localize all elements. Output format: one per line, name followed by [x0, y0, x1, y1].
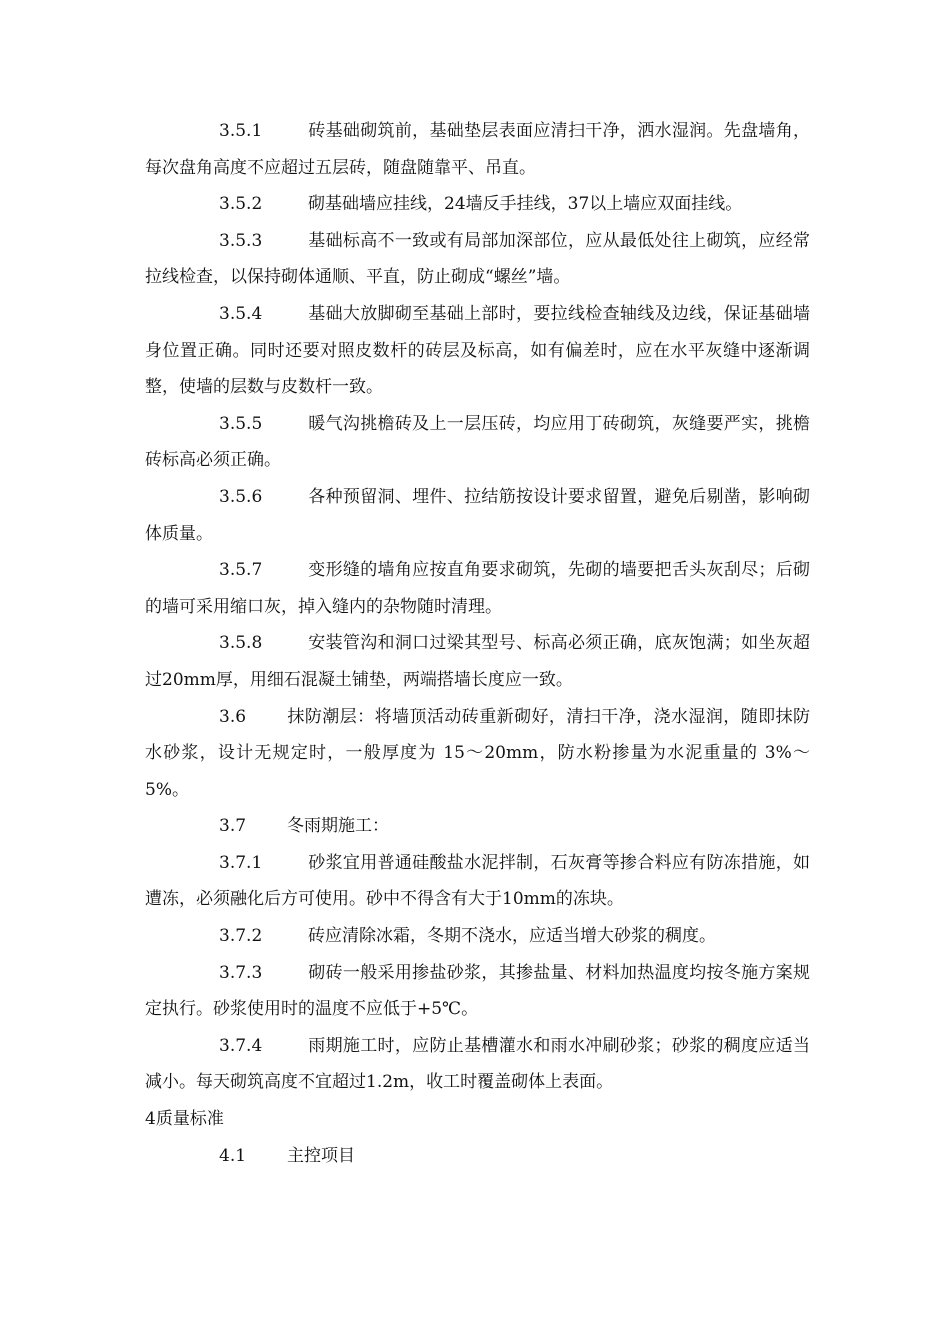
sub-heading-4-1	[145, 1138, 810, 1175]
paragraph-3-5-4	[145, 296, 810, 406]
clause-number: 3.7.2	[219, 926, 263, 947]
clause-text: 各种预留洞、埋件、拉结筋按设计要求留置，避免后剔凿，影响砌体质量。	[145, 486, 810, 544]
section-heading: 4质量标准	[145, 1109, 224, 1130]
clause-text: 砌基础墙应挂线，24墙反手挂线，37以上墙应双面挂线。	[308, 194, 743, 215]
clause-text: 主控项目	[287, 1145, 355, 1166]
paragraph-3-5-6	[145, 479, 810, 552]
paragraph-3-5-5	[145, 406, 810, 479]
paragraph-3-7-2	[145, 918, 810, 955]
clause-text: 砖基础砌筑前，基础垫层表面应清扫干净，洒水湿润。先盘墙角，每次盘角高度不应超过五层砖，随盘随靠平、吊直。	[145, 121, 810, 178]
clause-number: 3.6	[219, 706, 247, 727]
clause-text: 变形缝的墙角应按直角要求砌筑，先砌的墙要把舌头灰刮尽；后砌的墙可采用缩口灰，掉入缝内的杂物随时清理。	[145, 560, 810, 617]
clause-number: 3.7.1	[219, 852, 263, 873]
clause-text: 砌砖一般采用掺盐砂浆，其掺盐量、材料加热温度均按冬施方案规定执行。砂浆使用时的温度不应低于+5℃。	[145, 962, 810, 1020]
clause-text: 砖应清除冰霜，冬期不浇水，应适当增大砂浆的稠度。	[308, 926, 716, 947]
paragraph-3-5-7	[145, 552, 810, 625]
clause-number: 3.7	[219, 816, 247, 837]
clause-number: 3.5.8	[219, 633, 263, 654]
clause-number: 3.5.6	[219, 486, 263, 507]
paragraph-3-5-2	[145, 186, 810, 223]
clause-text: 冬雨期施工：	[287, 816, 389, 837]
clause-number: 3.5.7	[219, 560, 263, 581]
clause-text: 抹防潮层：将墙顶活动砖重新砌好，清扫干净，浇水湿润，随即抹防水砂浆，设计无规定时，一般厚度为 15～20mm，防水粉掺量为水泥重量的 3%～5%。	[145, 706, 810, 800]
clause-number: 3.7.4	[219, 1035, 263, 1056]
paragraph-3-5-3	[145, 223, 810, 296]
paragraph-3-6	[145, 699, 810, 809]
clause-text: 基础标高不一致或有局部加深部位，应从最低处往上砌筑，应经常拉线检查，以保持砌体通顺、平直，防止砌成“螺丝”墙。	[145, 230, 810, 288]
paragraph-3-7-3	[145, 955, 810, 1028]
clause-text: 基础大放脚砌至基础上部时，要拉线检查轴线及边线，保证基础墙身位置正确。同时还要对照皮数杆的砖层及标高，如有偏差时，应在水平灰缝中逐渐调整，使墙的层数与皮数杆一致。	[145, 303, 810, 398]
document-body	[145, 113, 810, 1174]
paragraph-3-5-1	[145, 113, 810, 186]
clause-text: 暖气沟挑檐砖及上一层压砖，均应用丁砖砌筑，灰缝要严实，挑檐砖标高必须正确。	[145, 413, 810, 471]
paragraph-3-7	[145, 808, 810, 845]
clause-text: 砂浆宜用普通硅酸盐水泥拌制，石灰膏等掺合料应有防冻措施，如遭冻，必须融化后方可使用。砂中不得含有大于10mm的冻块。	[145, 852, 810, 910]
clause-text: 安装管沟和洞口过梁其型号、标高必须正确，底灰饱满；如坐灰超过20mm厚，用细石混凝土铺垫，两端搭墙长度应一致。	[145, 633, 810, 690]
clause-number: 3.5.5	[219, 413, 263, 434]
paragraph-3-7-1	[145, 845, 810, 918]
clause-number: 3.5.2	[219, 194, 263, 215]
clause-number: 3.7.3	[219, 962, 263, 983]
clause-number: 3.5.1	[219, 121, 263, 141]
clause-text: 雨期施工时，应防止基槽灌水和雨水冲刷砂浆；砂浆的稠度应适当减小。每天砌筑高度不宜超过1.2m，收工时覆盖砌体上表面。	[145, 1035, 810, 1093]
paragraph-3-5-8	[145, 625, 810, 698]
clause-number: 3.5.4	[219, 303, 263, 324]
clause-number: 3.5.3	[219, 230, 263, 251]
clause-number: 4.1	[219, 1145, 247, 1166]
paragraph-3-7-4	[145, 1028, 810, 1101]
